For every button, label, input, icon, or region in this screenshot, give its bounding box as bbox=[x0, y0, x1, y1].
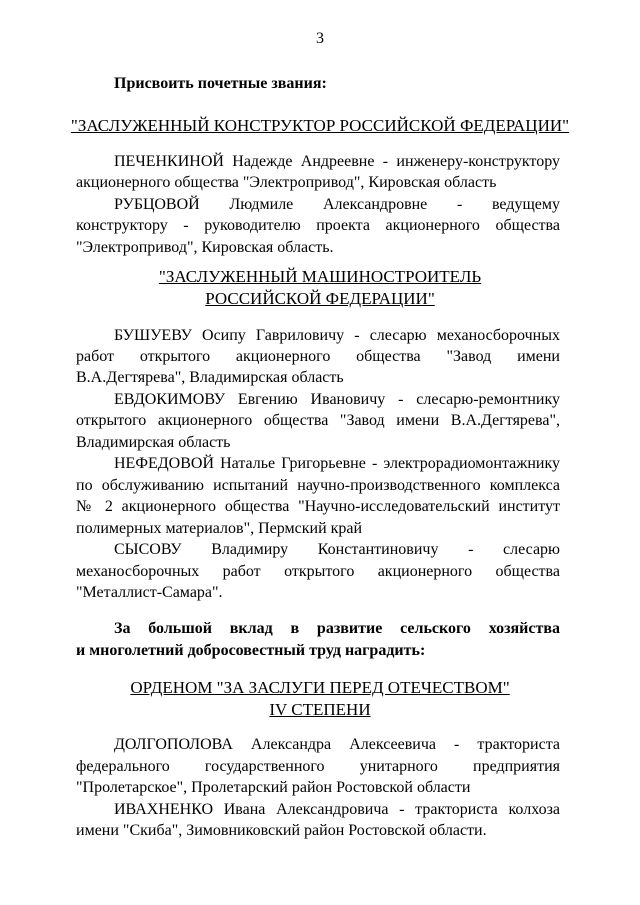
section-title-honored-designer: "ЗАСЛУЖЕННЫЙ КОНСТРУКТОР РОССИЙСКОЙ ФЕДЕРАЦИИ" bbox=[70, 116, 570, 135]
paragraph-line: ДОЛГОПОЛОВА Александра Алексеевича - тракториста bbox=[114, 736, 560, 753]
section-title-honored-machine-builder: "ЗАСЛУЖЕННЫЙ МАШИНОСТРОИТЕЛЬ bbox=[158, 267, 482, 286]
paragraph-line: акционерного общества "Электропривод", Кировская область bbox=[76, 174, 497, 191]
section-title-order-of-merit-degree: IV СТЕПЕНИ bbox=[269, 700, 371, 719]
section-title-order-of-merit: ОРДЕНОМ "ЗА ЗАСЛУГИ ПЕРЕД ОТЕЧЕСТВОМ" bbox=[130, 678, 510, 697]
page-number: 3 bbox=[316, 30, 324, 47]
paragraph-line: конструктору - руководителю проекта акционерного общества bbox=[76, 217, 560, 234]
paragraph-line: ЕВДОКИМОВУ Евгению Ивановичу - слесарю-ремонтнику bbox=[114, 391, 560, 408]
paragraph-line: СЫСОВУ Владимиру Константиновичу - слесарю bbox=[114, 541, 560, 558]
paragraph-line: РУБЦОВОЙ Людмиле Александровне - ведущему bbox=[114, 196, 560, 213]
section-title-honored-machine-builder-line2: РОССИЙСКОЙ ФЕДЕРАЦИИ" bbox=[205, 289, 435, 308]
paragraph-line: механосборочных работ открытого акционерного общества bbox=[76, 563, 560, 580]
paragraph-line: НЕФЕДОВОЙ Наталье Григорьевне - электрорадиомонтажнику bbox=[114, 455, 560, 472]
paragraph-line: открытого акционерного общества "Завод имени В.А.Дегтярева", bbox=[76, 412, 560, 429]
paragraph-line: "Металлист-Самара". bbox=[76, 584, 223, 601]
award-intro-line: За большой вклад в развитие сельского хозяйства bbox=[114, 620, 560, 637]
paragraph-line: № 2 акционерного общества "Научно-исследовательский институт bbox=[76, 498, 560, 515]
paragraph-line: по обслуживанию испытаний научно-производственного комплекса bbox=[76, 477, 560, 494]
paragraph-line: Владимирская область bbox=[76, 434, 231, 451]
paragraph-line: ИВАХНЕНКО Ивана Александровича - тракториста колхоза bbox=[114, 801, 560, 818]
award-titles-heading: Присвоить почетные звания: bbox=[114, 75, 327, 92]
paragraph-line: имени "Скиба", Зимовниковский район Ростовской области. bbox=[76, 822, 487, 839]
paragraph-line: "Электропривод", Кировская область. bbox=[76, 239, 334, 256]
paragraph-line: полимерных материалов", Пермский край bbox=[76, 520, 363, 537]
paragraph-line: В.А.Дегтярева", Владимирская область bbox=[76, 369, 344, 386]
award-intro-line: и многолетний добросовестный труд наградить: bbox=[76, 642, 426, 659]
paragraph-line: работ открытого акционерного общества "Завод имени bbox=[76, 348, 560, 365]
paragraph-line: БУШУЕВУ Осипу Гавриловичу - слесарю механосборочных bbox=[114, 327, 560, 344]
paragraph-line: "Пролетарское", Пролетарский район Ростовской области bbox=[76, 779, 471, 796]
paragraph-line: федерального государственного унитарного предприятия bbox=[76, 758, 560, 775]
paragraph-line: ПЕЧЕНКИНОЙ Надежде Андреевне - инженеру-конструктору bbox=[114, 153, 560, 170]
